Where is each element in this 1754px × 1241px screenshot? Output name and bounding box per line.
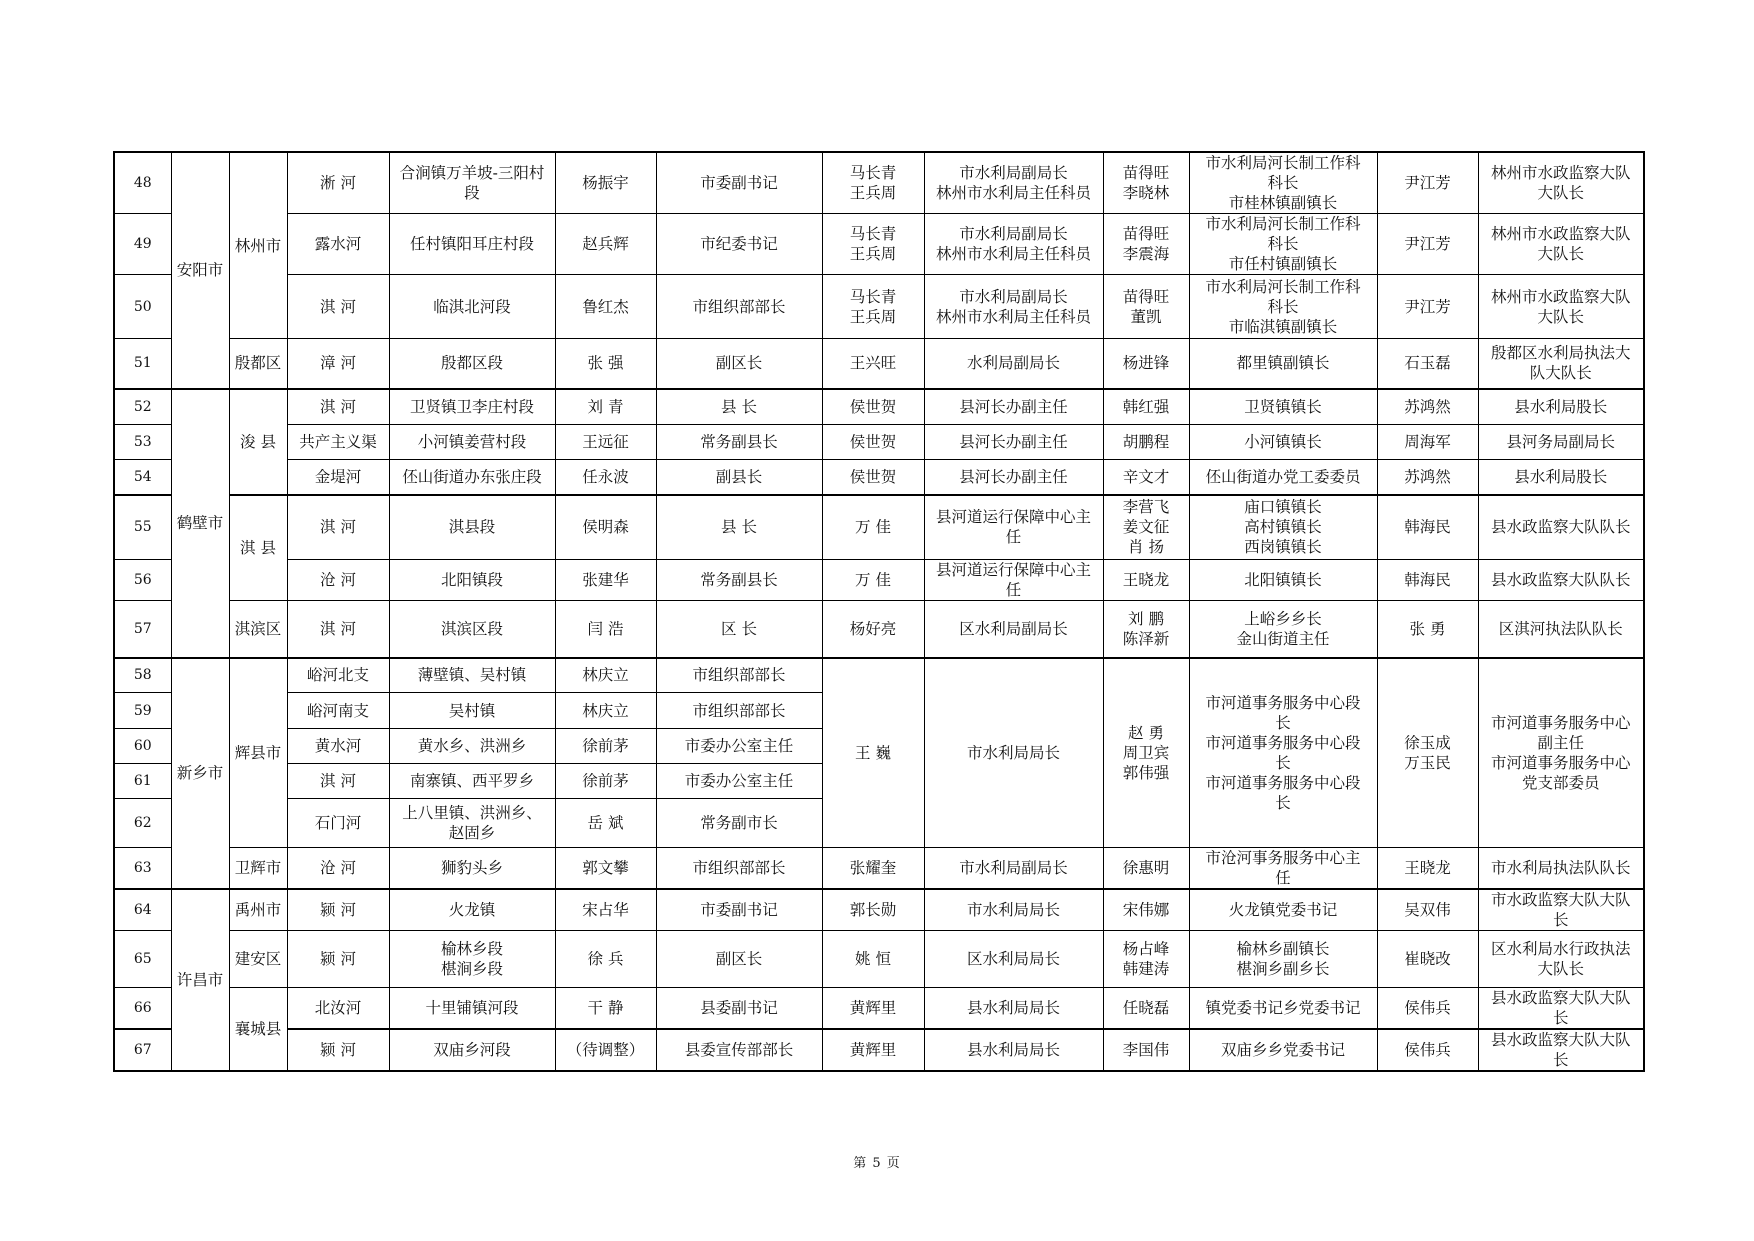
county-title-cell: 市组织部部长 xyxy=(656,275,822,339)
table-row xyxy=(114,152,1644,214)
county-title-cell: 县委宣传部部长 xyxy=(656,1029,822,1071)
town-title-cell: 镇党委书记乡党委书记 xyxy=(1189,988,1377,1030)
liaison-name-cell: 侯世贺 xyxy=(822,389,924,425)
unit-title-cell: 县水政监察大队队长 xyxy=(1478,495,1644,560)
town-title-cell: 北阳镇镇长 xyxy=(1189,560,1377,601)
unit-title-cell: 林州市水政监察大队 大队长 xyxy=(1478,214,1644,275)
unit-leader-cell: 崔晓改 xyxy=(1377,931,1478,988)
row-number: 51 xyxy=(114,339,171,389)
unit-title-cell: 县河务局副局长 xyxy=(1478,425,1644,460)
liaison-title-cell: 县河长办副主任 xyxy=(924,389,1103,425)
table-row xyxy=(114,848,1644,890)
county-title-cell: 区 长 xyxy=(656,601,822,658)
unit-title-cell: 县水利局股长 xyxy=(1478,460,1644,495)
table-row xyxy=(114,1029,1644,1071)
county-title-cell: 县 长 xyxy=(656,389,822,425)
town-title-cell: 市河道事务服务中心段 长 市河道事务服务中心段 长 市河道事务服务中心段 长 xyxy=(1189,658,1377,848)
town-title-cell: 市水利局河长制工作科 科长 市桂林镇副镇长 xyxy=(1189,152,1377,214)
row-number: 56 xyxy=(114,560,171,601)
county-leader-cell: 任永波 xyxy=(555,460,656,495)
unit-leader-cell: 尹江芳 xyxy=(1377,152,1478,214)
unit-leader-cell: 王晓龙 xyxy=(1377,848,1478,890)
table-row xyxy=(114,425,1644,460)
town-title-cell: 火龙镇党委书记 xyxy=(1189,889,1377,931)
town-leader-cell: 辛文才 xyxy=(1103,460,1189,495)
row-number: 54 xyxy=(114,460,171,495)
unit-title-cell: 林州市水政监察大队 大队长 xyxy=(1478,152,1644,214)
table-row xyxy=(114,658,1644,693)
unit-leader-cell: 韩海民 xyxy=(1377,495,1478,560)
liaison-title-cell: 区水利局局长 xyxy=(924,931,1103,988)
county-leader-cell: 徐前茅 xyxy=(555,764,656,799)
table-row xyxy=(114,601,1644,658)
river-cell: 北汝河 xyxy=(287,988,389,1030)
river-cell: 漳 河 xyxy=(287,339,389,389)
town-title-cell: 市水利局河长制工作科 科长 市临淇镇副镇长 xyxy=(1189,275,1377,339)
river-cell: 黄水河 xyxy=(287,729,389,764)
liaison-title-cell: 市水利局局长 xyxy=(924,658,1103,848)
liaison-title-cell: 市水利局副局长 林州市水利局主任科员 xyxy=(924,275,1103,339)
section-cell: 吴村镇 xyxy=(389,693,555,729)
section-cell: 上八里镇、洪洲乡、 赵固乡 xyxy=(389,799,555,848)
liaison-title-cell: 市水利局局长 xyxy=(924,889,1103,931)
liaison-name-cell: 万 佳 xyxy=(822,495,924,560)
town-title-cell: 小河镇镇长 xyxy=(1189,425,1377,460)
section-cell: 南寨镇、西平罗乡 xyxy=(389,764,555,799)
row-number: 55 xyxy=(114,495,171,560)
liaison-title-cell: 县水利局局长 xyxy=(924,1029,1103,1071)
row-number: 49 xyxy=(114,214,171,275)
section-cell: 北阳镇段 xyxy=(389,560,555,601)
county-title-cell: 县委副书记 xyxy=(656,988,822,1030)
river-cell: 露水河 xyxy=(287,214,389,275)
county-title-cell: 常务副县长 xyxy=(656,425,822,460)
city-cell: 安阳市 xyxy=(171,152,229,389)
county-leader-cell: 闫 浩 xyxy=(555,601,656,658)
county-leader-cell: 杨振宇 xyxy=(555,152,656,214)
row-number: 59 xyxy=(114,693,171,729)
row-number: 64 xyxy=(114,889,171,931)
section-cell: 淇滨区段 xyxy=(389,601,555,658)
county-title-cell: 市委办公室主任 xyxy=(656,729,822,764)
section-cell: 火龙镇 xyxy=(389,889,555,931)
town-leader-cell: 苗得旺 李震海 xyxy=(1103,214,1189,275)
unit-title-cell: 市河道事务服务中心 副主任 市河道事务服务中心 党支部委员 xyxy=(1478,658,1644,848)
table-row xyxy=(114,275,1644,339)
town-leader-cell: 任晓磊 xyxy=(1103,988,1189,1030)
unit-leader-cell: 张 勇 xyxy=(1377,601,1478,658)
town-leader-cell: 杨进锋 xyxy=(1103,339,1189,389)
unit-title-cell: 殷都区水利局执法大 队大队长 xyxy=(1478,339,1644,389)
river-cell: 石门河 xyxy=(287,799,389,848)
river-cell: 颍 河 xyxy=(287,889,389,931)
row-number: 66 xyxy=(114,988,171,1030)
liaison-name-cell: 马长青 王兵周 xyxy=(822,152,924,214)
town-leader-cell: 宋伟娜 xyxy=(1103,889,1189,931)
liaison-title-cell: 市水利局副局长 林州市水利局主任科员 xyxy=(924,152,1103,214)
liaison-title-cell: 水利局副局长 xyxy=(924,339,1103,389)
town-leader-cell: 韩红强 xyxy=(1103,389,1189,425)
liaison-title-cell: 县河长办副主任 xyxy=(924,425,1103,460)
liaison-name-cell: 黄辉里 xyxy=(822,1029,924,1071)
town-leader-cell: 徐惠明 xyxy=(1103,848,1189,890)
county-leader-cell: 徐前茅 xyxy=(555,729,656,764)
section-cell: 黄水乡、洪洲乡 xyxy=(389,729,555,764)
section-cell: 合涧镇万羊坡-三阳村 段 xyxy=(389,152,555,214)
town-leader-cell: 赵 勇 周卫宾 郭伟强 xyxy=(1103,658,1189,848)
row-number: 61 xyxy=(114,764,171,799)
unit-leader-cell: 周海军 xyxy=(1377,425,1478,460)
liaison-name-cell: 马长青 王兵周 xyxy=(822,214,924,275)
county-leader-cell: 林庆立 xyxy=(555,693,656,729)
county-cell: 林州市 xyxy=(229,152,287,339)
table-row xyxy=(114,389,1644,425)
county-leader-cell: 刘 青 xyxy=(555,389,656,425)
county-cell: 浚 县 xyxy=(229,389,287,495)
section-cell: 十里铺镇河段 xyxy=(389,988,555,1030)
town-title-cell: 庙口镇镇长 高村镇镇长 西岗镇镇长 xyxy=(1189,495,1377,560)
section-cell: 淇县段 xyxy=(389,495,555,560)
county-cell: 淇滨区 xyxy=(229,601,287,658)
row-number: 50 xyxy=(114,275,171,339)
liaison-name-cell: 马长青 王兵周 xyxy=(822,275,924,339)
county-title-cell: 市委办公室主任 xyxy=(656,764,822,799)
row-number: 57 xyxy=(114,601,171,658)
row-number: 48 xyxy=(114,152,171,214)
table-row xyxy=(114,560,1644,601)
section-cell: 薄壁镇、吴村镇 xyxy=(389,658,555,693)
county-title-cell: 常务副市长 xyxy=(656,799,822,848)
county-cell: 淇 县 xyxy=(229,495,287,601)
town-title-cell: 都里镇副镇长 xyxy=(1189,339,1377,389)
unit-leader-cell: 徐玉成 万玉民 xyxy=(1377,658,1478,848)
county-title-cell: 市组织部部长 xyxy=(656,693,822,729)
county-cell: 殷都区 xyxy=(229,339,287,389)
river-cell: 淅 河 xyxy=(287,152,389,214)
row-number: 67 xyxy=(114,1029,171,1071)
row-number: 63 xyxy=(114,848,171,890)
liaison-name-cell: 张耀奎 xyxy=(822,848,924,890)
unit-title-cell: 林州市水政监察大队 大队长 xyxy=(1478,275,1644,339)
county-leader-cell: 宋占华 xyxy=(555,889,656,931)
unit-title-cell: 市水利局执法队队长 xyxy=(1478,848,1644,890)
river-cell: 峪河北支 xyxy=(287,658,389,693)
town-title-cell: 榆林乡副镇长 椹涧乡副乡长 xyxy=(1189,931,1377,988)
county-leader-cell: （待调整） xyxy=(555,1029,656,1071)
unit-title-cell: 县水政监察大队大队 长 xyxy=(1478,988,1644,1030)
town-title-cell: 伾山街道办党工委委员 xyxy=(1189,460,1377,495)
table-row xyxy=(114,931,1644,988)
county-leader-cell: 赵兵辉 xyxy=(555,214,656,275)
page-number: 第 5 页 xyxy=(853,1156,901,1171)
county-title-cell: 副区长 xyxy=(656,339,822,389)
town-leader-cell: 胡鹏程 xyxy=(1103,425,1189,460)
unit-leader-cell: 韩海民 xyxy=(1377,560,1478,601)
unit-leader-cell: 石玉磊 xyxy=(1377,339,1478,389)
river-cell: 共产主义渠 xyxy=(287,425,389,460)
river-cell: 金堤河 xyxy=(287,460,389,495)
table-row xyxy=(114,495,1644,560)
county-cell: 建安区 xyxy=(229,931,287,988)
section-cell: 临淇北河段 xyxy=(389,275,555,339)
table-row xyxy=(114,988,1644,1030)
unit-title-cell: 市水政监察大队大队 长 xyxy=(1478,889,1644,931)
unit-title-cell: 县水政监察大队队长 xyxy=(1478,560,1644,601)
town-leader-cell: 李国伟 xyxy=(1103,1029,1189,1071)
county-leader-cell: 郭文攀 xyxy=(555,848,656,890)
river-cell: 颍 河 xyxy=(287,931,389,988)
river-chief-table xyxy=(113,151,1645,1072)
liaison-name-cell: 王 巍 xyxy=(822,658,924,848)
liaison-name-cell: 郭长勋 xyxy=(822,889,924,931)
liaison-name-cell: 侯世贺 xyxy=(822,460,924,495)
table-row xyxy=(114,460,1644,495)
unit-leader-cell: 尹江芳 xyxy=(1377,214,1478,275)
liaison-title-cell: 县河长办副主任 xyxy=(924,460,1103,495)
county-cell: 辉县市 xyxy=(229,658,287,848)
county-leader-cell: 鲁红杰 xyxy=(555,275,656,339)
town-title-cell: 卫贤镇镇长 xyxy=(1189,389,1377,425)
liaison-name-cell: 侯世贺 xyxy=(822,425,924,460)
liaison-title-cell: 县水利局局长 xyxy=(924,988,1103,1030)
county-title-cell: 县 长 xyxy=(656,495,822,560)
liaison-title-cell: 市水利局副局长 林州市水利局主任科员 xyxy=(924,214,1103,275)
section-cell: 榆林乡段 椹涧乡段 xyxy=(389,931,555,988)
river-cell: 颍 河 xyxy=(287,1029,389,1071)
row-number: 58 xyxy=(114,658,171,693)
county-cell: 襄城县 xyxy=(229,988,287,1072)
river-cell: 峪河南支 xyxy=(287,693,389,729)
town-title-cell: 市水利局河长制工作科 科长 市任村镇副镇长 xyxy=(1189,214,1377,275)
county-cell: 卫辉市 xyxy=(229,848,287,890)
section-cell: 伾山街道办东张庄段 xyxy=(389,460,555,495)
liaison-name-cell: 王兴旺 xyxy=(822,339,924,389)
liaison-title-cell: 县河道运行保障中心主 任 xyxy=(924,560,1103,601)
town-leader-cell: 王晓龙 xyxy=(1103,560,1189,601)
section-cell: 狮豹头乡 xyxy=(389,848,555,890)
town-leader-cell: 苗得旺 李晓林 xyxy=(1103,152,1189,214)
table-row xyxy=(114,889,1644,931)
county-leader-cell: 张 强 xyxy=(555,339,656,389)
table-row xyxy=(114,214,1644,275)
river-cell: 淇 河 xyxy=(287,495,389,560)
town-leader-cell: 苗得旺 董凯 xyxy=(1103,275,1189,339)
unit-title-cell: 县水利局股长 xyxy=(1478,389,1644,425)
county-title-cell: 常务副县长 xyxy=(656,560,822,601)
town-title-cell: 双庙乡乡党委书记 xyxy=(1189,1029,1377,1071)
town-title-cell: 市沧河事务服务中心主 任 xyxy=(1189,848,1377,890)
section-cell: 任村镇阳耳庄村段 xyxy=(389,214,555,275)
county-title-cell: 市组织部部长 xyxy=(656,658,822,693)
county-leader-cell: 侯明森 xyxy=(555,495,656,560)
liaison-title-cell: 县河道运行保障中心主 任 xyxy=(924,495,1103,560)
liaison-title-cell: 市水利局副局长 xyxy=(924,848,1103,890)
city-cell: 新乡市 xyxy=(171,658,229,890)
unit-leader-cell: 吴双伟 xyxy=(1377,889,1478,931)
unit-leader-cell: 苏鸿然 xyxy=(1377,389,1478,425)
town-title-cell: 上峪乡乡长 金山街道主任 xyxy=(1189,601,1377,658)
unit-title-cell: 区淇河执法队队长 xyxy=(1478,601,1644,658)
county-title-cell: 副区长 xyxy=(656,931,822,988)
section-cell: 卫贤镇卫李庄村段 xyxy=(389,389,555,425)
county-title-cell: 市委副书记 xyxy=(656,889,822,931)
row-number: 62 xyxy=(114,799,171,848)
city-cell: 许昌市 xyxy=(171,889,229,1071)
row-number: 65 xyxy=(114,931,171,988)
river-cell: 沧 河 xyxy=(287,560,389,601)
county-leader-cell: 张建华 xyxy=(555,560,656,601)
row-number: 53 xyxy=(114,425,171,460)
section-cell: 双庙乡河段 xyxy=(389,1029,555,1071)
unit-leader-cell: 侯伟兵 xyxy=(1377,988,1478,1030)
river-cell: 淇 河 xyxy=(287,389,389,425)
county-leader-cell: 林庆立 xyxy=(555,658,656,693)
unit-title-cell: 县水政监察大队大队 长 xyxy=(1478,1029,1644,1071)
section-cell: 小河镇姜营村段 xyxy=(389,425,555,460)
county-title-cell: 副县长 xyxy=(656,460,822,495)
river-cell: 淇 河 xyxy=(287,275,389,339)
section-cell: 殷都区段 xyxy=(389,339,555,389)
unit-title-cell: 区水利局水行政执法 大队长 xyxy=(1478,931,1644,988)
liaison-title-cell: 区水利局副局长 xyxy=(924,601,1103,658)
town-leader-cell: 刘 鹏 陈泽新 xyxy=(1103,601,1189,658)
town-leader-cell: 李营飞 姜文征 肖 扬 xyxy=(1103,495,1189,560)
unit-leader-cell: 尹江芳 xyxy=(1377,275,1478,339)
row-number: 52 xyxy=(114,389,171,425)
county-leader-cell: 岳 斌 xyxy=(555,799,656,848)
row-number: 60 xyxy=(114,729,171,764)
county-leader-cell: 干 静 xyxy=(555,988,656,1030)
city-cell: 鹤壁市 xyxy=(171,389,229,658)
county-title-cell: 市组织部部长 xyxy=(656,848,822,890)
table-row xyxy=(114,339,1644,389)
liaison-name-cell: 姚 恒 xyxy=(822,931,924,988)
county-title-cell: 市委副书记 xyxy=(656,152,822,214)
liaison-name-cell: 黄辉里 xyxy=(822,988,924,1030)
county-leader-cell: 徐 兵 xyxy=(555,931,656,988)
liaison-name-cell: 万 佳 xyxy=(822,560,924,601)
county-cell: 禹州市 xyxy=(229,889,287,931)
liaison-name-cell: 杨好亮 xyxy=(822,601,924,658)
county-title-cell: 市纪委书记 xyxy=(656,214,822,275)
river-cell: 沧 河 xyxy=(287,848,389,890)
unit-leader-cell: 苏鸿然 xyxy=(1377,460,1478,495)
river-cell: 淇 河 xyxy=(287,764,389,799)
river-cell: 淇 河 xyxy=(287,601,389,658)
town-leader-cell: 杨占峰 韩建涛 xyxy=(1103,931,1189,988)
unit-leader-cell: 侯伟兵 xyxy=(1377,1029,1478,1071)
county-leader-cell: 王远征 xyxy=(555,425,656,460)
